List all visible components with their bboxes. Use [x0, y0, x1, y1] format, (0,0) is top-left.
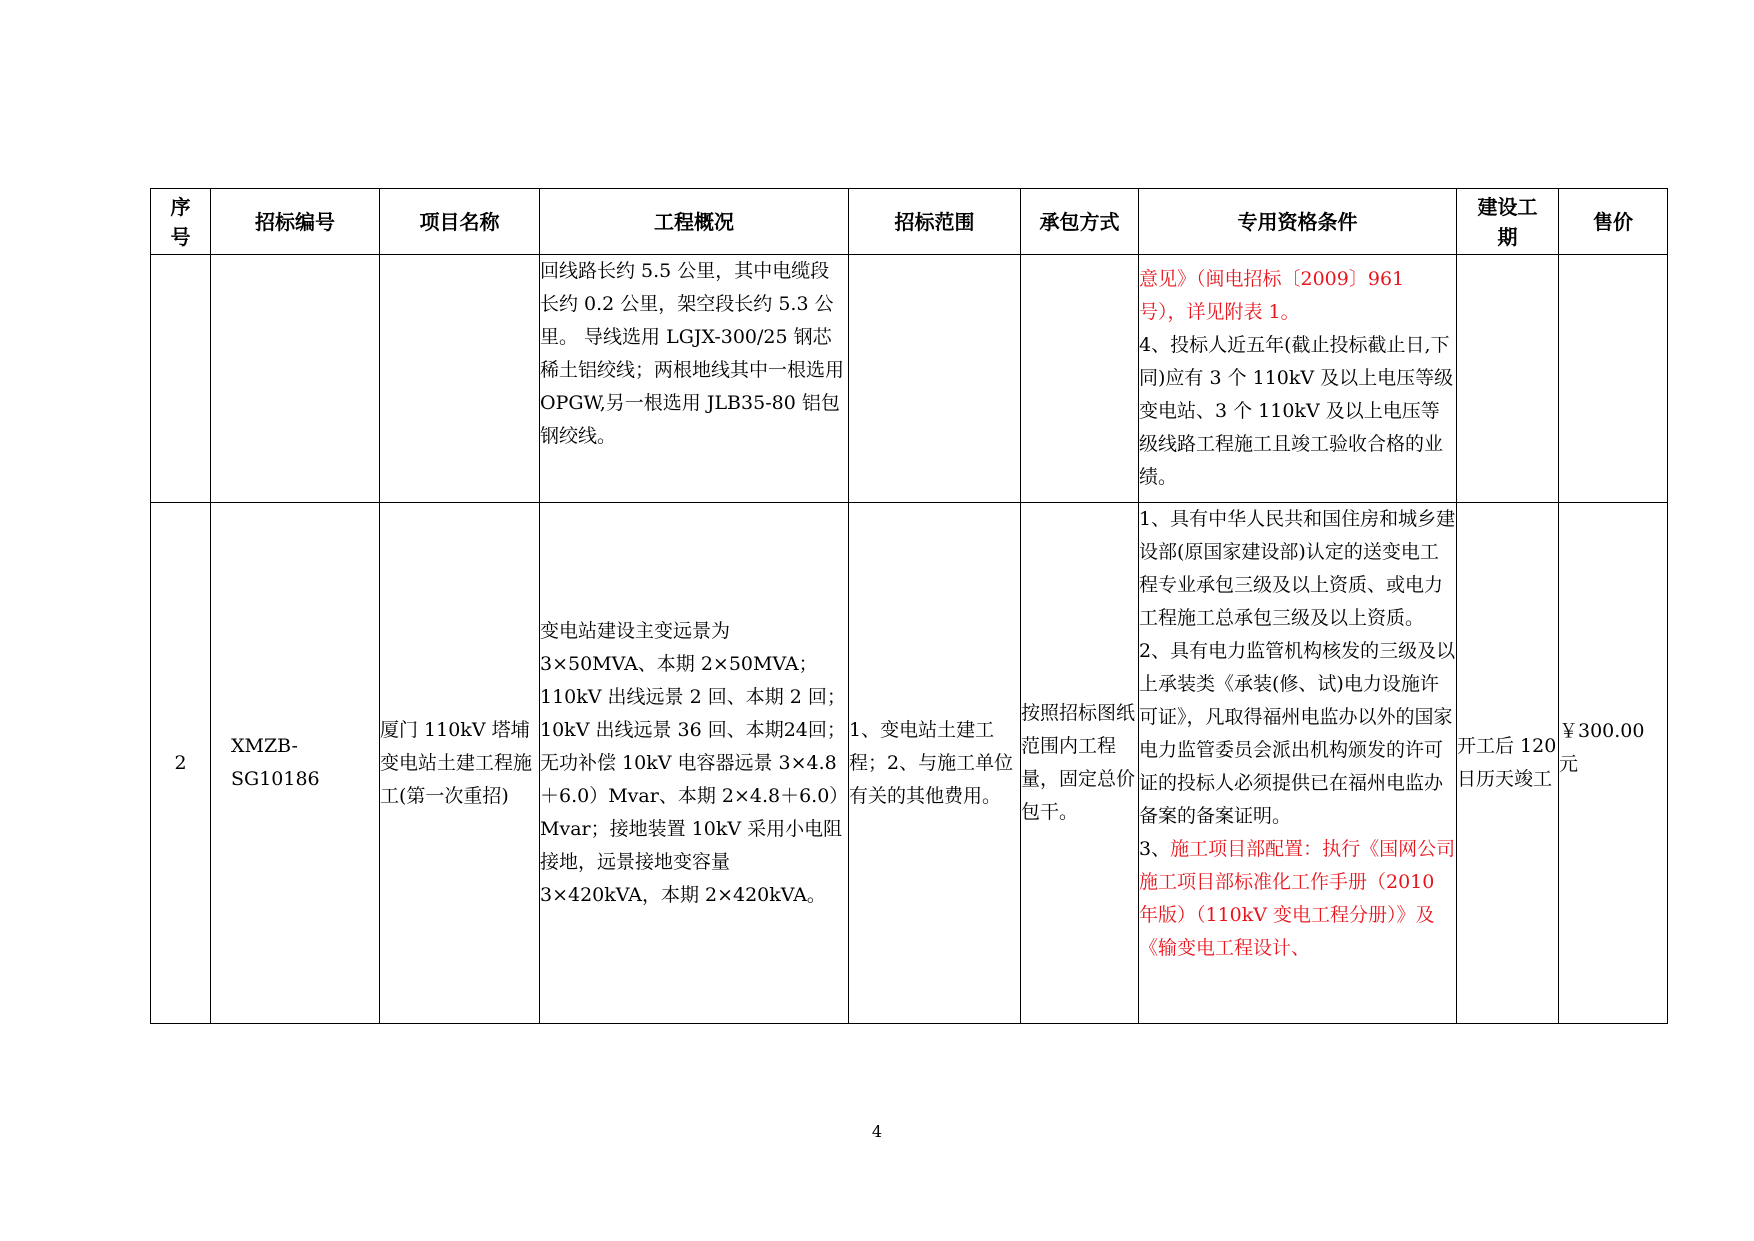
row1-qualification — [1139, 255, 1457, 503]
row2-seq: 2 — [151, 503, 211, 1024]
row1-scope — [849, 255, 1021, 503]
row2-qual-item-1: 1、具有中华人民共和国住房和城乡建设部(原国家建设部)认定的送变电工程专业承包三级及以上资质、或电力工程施工总承包三级及以上资质。 — [1139, 508, 1456, 629]
row2-bid-no: XMZB-SG10186 — [211, 503, 380, 1024]
row2-overview: 变电站建设主变远景为 3×50MVA、本期 2×50MVA；110kV 出线远景 2 回、本期 2 回；10kV 出线远景 36 回、本期24回；无功补偿 10kV 电容器远景 3×4.8＋6.0）Mvar、本期 2×4.8＋6.0）Mvar；接地装置 10kV 采用小电阻接地，远景接地变容量 3×420kVA，本期 2×420kVA。 — [540, 503, 849, 1024]
row2-qualification — [1139, 503, 1457, 1024]
header-scope: 招标范围 — [849, 189, 1021, 255]
row1-qual-item-4: 4、投标人近五年(截止投标截止日,下同)应有 3 个 110kV 及以上电压等级变电站、3 个 110kV 及以上电压等级线路工程施工且竣工验收合格的业绩。 — [1139, 334, 1454, 488]
row1-contract — [1021, 255, 1139, 503]
header-seq: 序号 — [151, 189, 211, 255]
header-period: 建设工期 — [1457, 189, 1559, 255]
row1-project — [380, 255, 540, 503]
row2-qual-item-2: 2、具有电力监管机构核发的三级及以上承装类《承装(修、试)电力设施许可证》，凡取得福州电监办以外的国家电力监管委员会派出机构颁发的许可证的投标人必须提供已在福州电监办备案的备案证明。 — [1139, 640, 1456, 827]
header-overview: 工程概况 — [540, 189, 849, 255]
header-project: 项目名称 — [380, 189, 540, 255]
row1-period — [1457, 255, 1559, 503]
row1-qual-red-text: 意见》（闽电招标〔2009〕961 号），详见附表 1。 — [1139, 268, 1405, 323]
row2-qual-item-3 — [1139, 833, 1456, 965]
row1-price — [1559, 255, 1668, 503]
row2-price: ￥300.00 元 — [1559, 503, 1668, 1024]
row2-contract: 按照招标图纸范围内工程量，固定总价包干。 — [1021, 503, 1139, 1024]
row1-seq — [151, 255, 211, 503]
page-number: 4 — [871, 1122, 883, 1141]
tender-table — [150, 188, 1668, 1024]
row2-qual-item-3-red: 施工项目部配置：执行《国网公司施工项目部标准化工作手册（2010 年版）（110kV 变电工程分册）》及《输变电工程设计、 — [1139, 838, 1456, 959]
row2-period: 开工后 120 日历天竣工 — [1457, 503, 1559, 1024]
table-row — [151, 503, 1668, 1024]
row1-bid-no — [211, 255, 380, 503]
header-qualification: 专用资格条件 — [1139, 189, 1457, 255]
table-header-row — [151, 189, 1668, 255]
table-row — [151, 255, 1668, 503]
row2-scope: 1、变电站土建工程；2、与施工单位有关的其他费用。 — [849, 503, 1021, 1024]
row1-overview: 回线路长约 5.5 公里，其中电缆段长约 0.2 公里，架空段长约 5.3 公里。 导线选用 LGJX-300/25 钢芯稀土铝绞线；两根地线其中一根选用 OPGW,另一根选用 JLB35-80 铝包钢绞线。 — [540, 255, 849, 503]
header-bid-no: 招标编号 — [211, 189, 380, 255]
header-price: 售价 — [1559, 189, 1668, 255]
row2-qual-item-3-prefix: 3、 — [1139, 838, 1171, 860]
row2-project: 厦门 110kV 塔埔变电站土建工程施工(第一次重招) — [380, 503, 540, 1024]
header-contract: 承包方式 — [1021, 189, 1139, 255]
